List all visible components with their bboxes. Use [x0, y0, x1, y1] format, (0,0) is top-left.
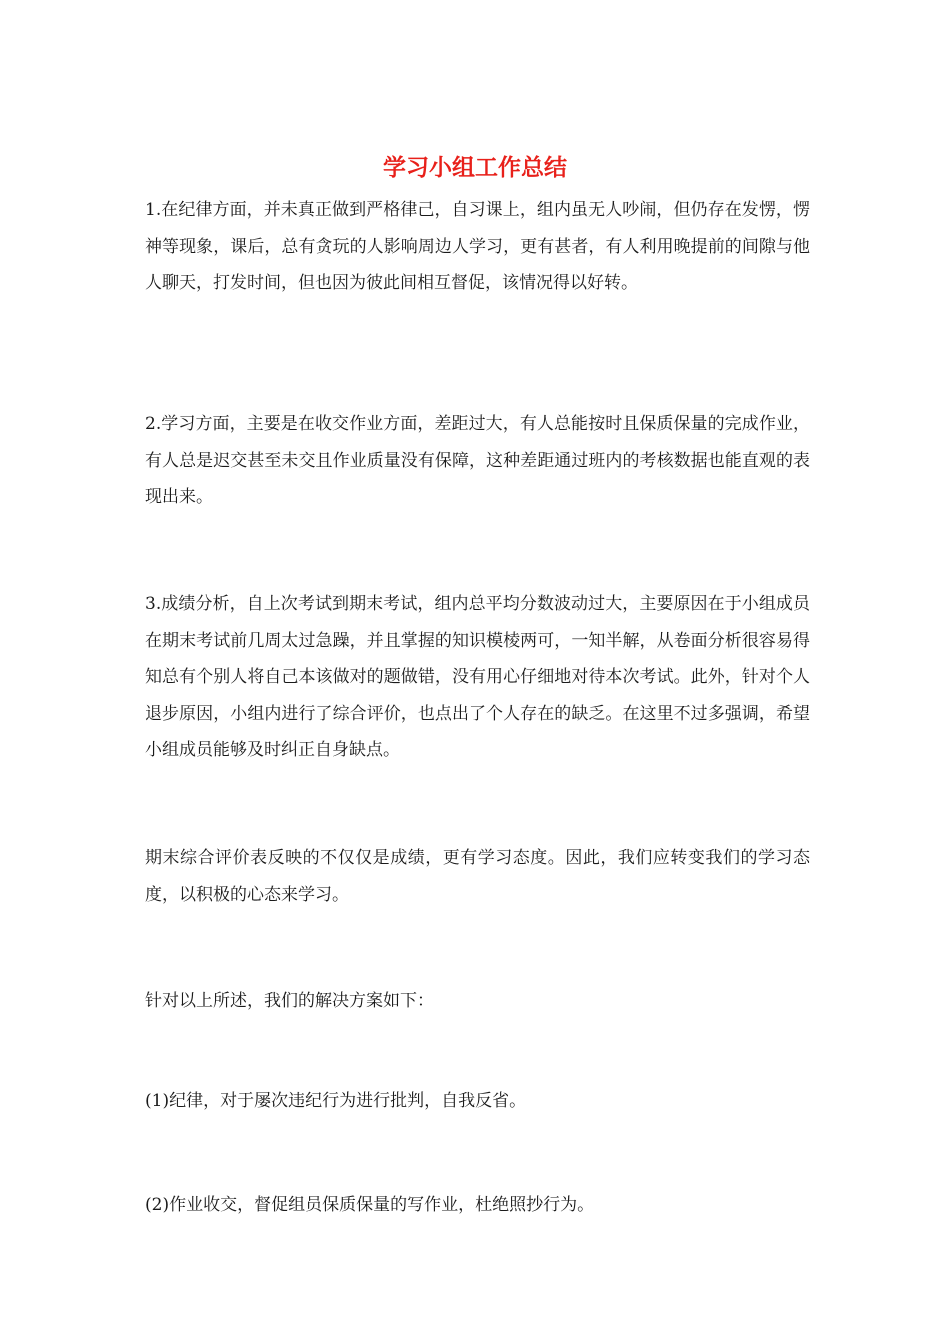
- solution-item-discipline: (1)纪律，对于屡次违纪行为进行批判，自我反省。: [145, 1091, 527, 1111]
- paragraph-discipline: 1.在纪律方面，并未真正做到严格律己，自习课上，组内虽无人吵闹，但仍存在发愣，愣神等现象，课后，总有贪玩的人影响周边人学习，更有甚者，有人利用晚提前的间隙与他人聊天，打发时间，但也因为彼此间相互督促，该情况得以好转。: [145, 200, 810, 293]
- paragraph-study: 2.学习方面，主要是在收交作业方面，差距过大，有人总能按时且保质保量的完成作业，有人总是迟交甚至未交且作业质量没有保障，这种差距通过班内的考核数据也能直观的表现出来。: [145, 414, 810, 507]
- document-title: 学习小组工作总结: [383, 154, 567, 181]
- paragraph-grades-analysis: 3.成绩分析，自上次考试到期末考试，组内总平均分数波动过大，主要原因在于小组成员在期末考试前几周太过急躁，并且掌握的知识模棱两可，一知半解，从卷面分析很容易得知总有个别人将自己本该做对的题做错，没有用心仔细地对待本次考试。此外，针对个人退步原因，小组内进行了综合评价，也点出了个人存在的缺乏。在这里不过多强调，希望小组成员能够及时纠正自身缺点。: [145, 594, 810, 760]
- paragraph-evaluation: 期末综合评价表反映的不仅仅是成绩，更有学习态度。因此，我们应转变我们的学习态度，以积极的心态来学习。: [145, 848, 810, 905]
- solution-item-homework: (2)作业收交，督促组员保质保量的写作业，杜绝照抄行为。: [145, 1195, 595, 1215]
- paragraph-solutions-intro: 针对以上所述，我们的解决方案如下：: [145, 991, 434, 1011]
